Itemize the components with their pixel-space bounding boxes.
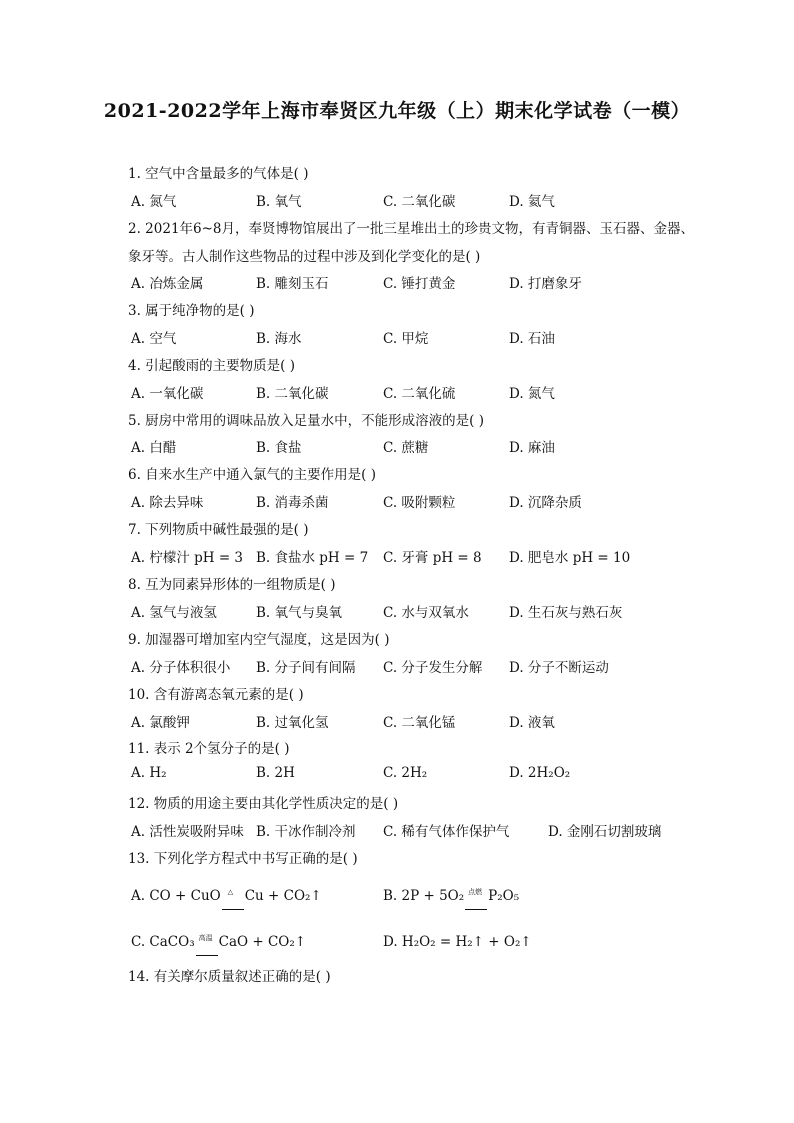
question-6-stem: 6. 自来水生产中通入氯气的主要作用是( ) — [128, 467, 376, 483]
question-2-stem-line1: 2. 2021年6~8月，奉贤博物馆展出了一批三星堆出土的珍贵文物，有青铜器、玉石器、金器、 — [128, 221, 695, 237]
q4-option-a: A. 一氧化碳 — [131, 386, 204, 402]
q6-option-a: A. 除去异味 — [131, 495, 204, 511]
q7-option-a: A. 柠檬汁 pH = 3 — [131, 550, 244, 566]
q4-option-d: D. 氮气 — [509, 386, 555, 402]
q5-option-b: B. 食盐 — [256, 440, 302, 456]
q9-option-a: A. 分子体积很小 — [131, 660, 231, 676]
question-7-stem: 7. 下列物质中碱性最强的是( ) — [128, 522, 309, 538]
q8-option-d: D. 生石灰与熟石灰 — [509, 605, 623, 621]
q2-option-a: A. 冶炼金属 — [131, 276, 204, 292]
q11-option-b: B. 2H — [256, 765, 295, 781]
question-1-stem: 1. 空气中含量最多的气体是( ) — [128, 166, 309, 182]
q9-option-d: D. 分子不断运动 — [509, 660, 609, 676]
question-2-stem-line2: 象牙等。古人制作这些物品的过程中涉及到化学变化的是( ) — [128, 249, 481, 265]
q1-option-c: C. 二氧化碳 — [383, 194, 456, 210]
q12-option-c: C. 稀有气体作保护气 — [383, 824, 510, 840]
q12-option-a: A. 活性炭吸附异味 — [131, 824, 244, 840]
q5-option-d: D. 麻油 — [509, 440, 555, 456]
ignite-condition-label: 点燃 — [468, 888, 483, 896]
q6-option-c: C. 吸附颗粒 — [383, 495, 456, 511]
q11-option-d: D. 2H₂O₂ — [509, 765, 571, 781]
q4-option-b: B. 二氧化碳 — [256, 386, 329, 402]
q13-option-c-lead: C. CaCO₃ — [131, 934, 195, 950]
heat-condition-icon: △ — [227, 888, 234, 896]
q10-option-b: B. 过氧化氢 — [256, 715, 329, 731]
q13-option-d: D. H₂O₂ = H₂↑ + O₂↑ — [383, 934, 532, 950]
question-8-stem: 8. 互为同素异形体的一组物质是( ) — [128, 577, 336, 593]
q5-option-a: A. 白醋 — [131, 440, 177, 456]
q13-option-c — [131, 934, 306, 950]
q7-option-b: B. 食盐水 pH = 7 — [256, 550, 369, 566]
q11-option-a: A. H₂ — [131, 765, 167, 781]
q13-option-b-tail: P₂O₅ — [488, 888, 520, 904]
q6-option-d: D. 沉降杂质 — [509, 495, 582, 511]
question-9-stem: 9. 加湿器可增加室内空气湿度，这是因为( ) — [128, 632, 390, 648]
q2-option-c: C. 锤打黄金 — [383, 276, 456, 292]
q5-option-c: C. 蔗糖 — [383, 440, 429, 456]
q3-option-c: C. 甲烷 — [383, 331, 429, 347]
q10-option-c: C. 二氧化锰 — [383, 715, 456, 731]
q10-option-a: A. 氯酸钾 — [131, 715, 190, 731]
q11-option-c: C. 2H₂ — [383, 765, 428, 781]
question-11-stem: 11. 表示 2个氢分子的是( ) — [128, 741, 290, 757]
q3-option-b: B. 海水 — [256, 331, 302, 347]
question-5-stem: 5. 厨房中常用的调味品放入足量水中，不能形成溶液的是( ) — [128, 413, 484, 429]
q6-option-b: B. 消毒杀菌 — [256, 495, 329, 511]
q13-option-a — [131, 888, 322, 904]
question-12-stem: 12. 物质的用途主要由其化学性质决定的是( ) — [128, 796, 399, 812]
question-14-stem: 14. 有关摩尔质量叙述正确的是( ) — [128, 969, 331, 985]
q9-option-c: C. 分子发生分解 — [383, 660, 483, 676]
question-10-stem: 10. 含有游离态氧元素的是( ) — [128, 687, 304, 703]
q3-option-d: D. 石油 — [509, 331, 555, 347]
q10-option-d: D. 液氧 — [509, 715, 555, 731]
q2-option-b: B. 雕刻玉石 — [256, 276, 329, 292]
q1-option-d: D. 氦气 — [509, 194, 555, 210]
q8-option-c: C. 水与双氧水 — [383, 605, 469, 621]
question-3-stem: 3. 属于纯净物的是( ) — [128, 303, 255, 319]
question-4-stem: 4. 引起酸雨的主要物质是( ) — [128, 358, 295, 374]
q12-option-b: B. 干冰作制冷剂 — [256, 824, 356, 840]
q13-option-b-lead: B. 2P + 5O₂ — [383, 888, 465, 904]
question-13-stem: 13. 下列化学方程式中书写正确的是( ) — [128, 851, 358, 867]
q13-option-a-lead: A. CO + CuO — [131, 888, 221, 904]
q2-option-d: D. 打磨象牙 — [509, 276, 582, 292]
high-temp-condition-label: 高温 — [198, 934, 213, 942]
exam-title: 2021-2022学年上海市奉贤区九年级（上）期末化学试卷（一模） — [103, 100, 691, 122]
q4-option-c: C. 二氧化硫 — [383, 386, 456, 402]
q9-option-b: B. 分子间有间隔 — [256, 660, 356, 676]
q8-option-b: B. 氧气与臭氧 — [256, 605, 343, 621]
q13-option-b — [383, 888, 519, 904]
q1-option-a: A. 氮气 — [131, 194, 177, 210]
q12-option-d: D. 金刚石切割玻璃 — [548, 824, 662, 840]
q3-option-a: A. 空气 — [131, 331, 177, 347]
q1-option-b: B. 氧气 — [256, 194, 302, 210]
q13-option-a-tail: Cu + CO₂↑ — [244, 888, 322, 904]
q8-option-a: A. 氢气与液氢 — [131, 605, 217, 621]
q7-option-d: D. 肥皂水 pH = 10 — [509, 550, 631, 566]
q7-option-c: C. 牙膏 pH = 8 — [383, 550, 482, 566]
q13-option-c-tail: CaO + CO₂↑ — [218, 934, 307, 950]
